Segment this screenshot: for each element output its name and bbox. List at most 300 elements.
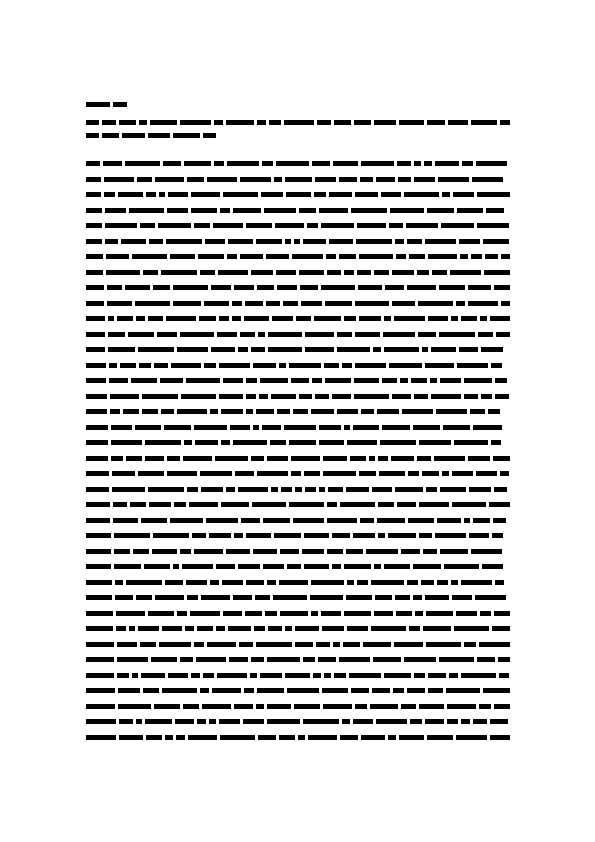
- text-word: [295, 642, 313, 647]
- text-word: [141, 673, 165, 678]
- text-word: [199, 316, 216, 321]
- text-word: [244, 688, 254, 693]
- text-word: [125, 161, 160, 166]
- text-word: [440, 378, 461, 383]
- text-word: [437, 580, 448, 585]
- text-word: [357, 580, 368, 585]
- text-word: [153, 285, 170, 290]
- text-word: [135, 301, 170, 306]
- text-word: [285, 626, 292, 631]
- text-word: [266, 254, 289, 259]
- text-word: [347, 626, 368, 631]
- text-line: [86, 575, 510, 591]
- text-word: [328, 487, 343, 492]
- text-word: [444, 564, 479, 569]
- text-word: [188, 735, 217, 740]
- text-word: [165, 735, 173, 740]
- text-word: [201, 487, 223, 492]
- text-word: [457, 208, 483, 213]
- text-word: [369, 456, 375, 461]
- text-word: [489, 502, 510, 507]
- text-word: [184, 440, 192, 445]
- text-word: [302, 549, 324, 554]
- text-word: [121, 239, 146, 244]
- text-word: [332, 564, 341, 569]
- text-word: [133, 549, 149, 554]
- text-word: [111, 456, 123, 461]
- text-word: [161, 409, 174, 414]
- text-word: [374, 611, 393, 616]
- text-word: [346, 487, 369, 492]
- text-word: [257, 285, 274, 290]
- text-word: [203, 673, 214, 678]
- text-word: [108, 332, 125, 337]
- text-word: [148, 133, 170, 138]
- text-word: [181, 394, 216, 399]
- text-word: [501, 301, 510, 306]
- text-word: [295, 626, 319, 631]
- text-word: [337, 409, 358, 414]
- text-word: [182, 564, 213, 569]
- text-word: [477, 223, 509, 228]
- text-word: [461, 316, 477, 321]
- text-word: [393, 688, 404, 693]
- text-word: [439, 332, 475, 337]
- text-word: [363, 642, 391, 647]
- text-word: [414, 673, 425, 678]
- text-word: [407, 239, 422, 244]
- text-word: [354, 378, 379, 383]
- text-word: [493, 518, 506, 523]
- text-word: [372, 487, 392, 492]
- text-word: [86, 580, 112, 585]
- text-word: [114, 533, 150, 538]
- text-line: [86, 358, 510, 374]
- text-word: [173, 285, 208, 290]
- text-word: [340, 735, 358, 740]
- text-word: [440, 487, 466, 492]
- text-word: [408, 518, 434, 523]
- text-word: [324, 363, 339, 368]
- text-word: [349, 673, 381, 678]
- text-word: [240, 254, 263, 259]
- text-word: [111, 440, 142, 445]
- text-word: [167, 208, 188, 213]
- text-word: [86, 657, 114, 662]
- text-word: [491, 440, 501, 445]
- text-word: [180, 332, 214, 337]
- text-word: [417, 456, 431, 461]
- text-word: [210, 580, 219, 585]
- text-word: [483, 688, 510, 693]
- text-word: [310, 595, 343, 600]
- text-word: [324, 673, 331, 678]
- text-word: [86, 595, 112, 600]
- text-word: [116, 611, 145, 616]
- text-word: [372, 688, 390, 693]
- text-word: [303, 239, 326, 244]
- text-word: [160, 378, 183, 383]
- text-word: [473, 518, 490, 523]
- text-word: [161, 270, 197, 275]
- text-word: [128, 332, 154, 337]
- text-word: [459, 347, 478, 352]
- text-word: [194, 223, 210, 228]
- text-word: [425, 363, 454, 368]
- text-word: [200, 270, 215, 275]
- text-word: [395, 239, 404, 244]
- text-word: [357, 223, 386, 228]
- text-word: [115, 580, 123, 585]
- text-word: [284, 120, 314, 125]
- text-word: [180, 549, 191, 554]
- text-word: [361, 161, 394, 166]
- text-word: [204, 301, 229, 306]
- text-word: [126, 580, 162, 585]
- text-word: [223, 611, 242, 616]
- text-word: [370, 704, 398, 709]
- text-word: [137, 177, 152, 182]
- text-word: [332, 533, 350, 538]
- text-word: [170, 254, 195, 259]
- text-word: [154, 704, 180, 709]
- text-word: [280, 611, 308, 616]
- text-word: [301, 301, 322, 306]
- text-line: [86, 265, 510, 281]
- text-line: [86, 451, 510, 467]
- text-word: [399, 120, 424, 125]
- text-word: [315, 177, 336, 182]
- text-word: [257, 471, 288, 476]
- text-word: [434, 456, 465, 461]
- text-word: [152, 549, 177, 554]
- text-word: [86, 549, 111, 554]
- text-word: [494, 487, 507, 492]
- text-word: [355, 363, 386, 368]
- text-word: [253, 425, 259, 430]
- text-word: [431, 394, 461, 399]
- text-word: [456, 301, 465, 306]
- text-word: [163, 161, 181, 166]
- text-word: [251, 456, 264, 461]
- text-word: [419, 502, 449, 507]
- text-word: [485, 254, 498, 259]
- text-line: [86, 420, 510, 436]
- text-word: [356, 239, 392, 244]
- text-word: [272, 316, 293, 321]
- text-word: [379, 471, 405, 476]
- text-word: [223, 192, 258, 197]
- text-word: [422, 347, 428, 352]
- text-word: [257, 688, 284, 693]
- text-word: [159, 192, 165, 197]
- text-word: [279, 735, 295, 740]
- text-word: [108, 347, 135, 352]
- text-word: [471, 254, 482, 259]
- text-word: [459, 239, 480, 244]
- text-word: [342, 363, 352, 368]
- text-word: [470, 409, 485, 414]
- text-word: [187, 177, 204, 182]
- text-word: [495, 580, 504, 585]
- text-word: [258, 735, 276, 740]
- text-word: [440, 549, 468, 554]
- text-word: [200, 471, 232, 476]
- text-word: [173, 301, 201, 306]
- text-word: [353, 425, 379, 430]
- text-word: [423, 626, 451, 631]
- text-word: [307, 223, 318, 228]
- text-word: [256, 239, 282, 244]
- text-word: [430, 378, 437, 383]
- text-word: [168, 673, 188, 678]
- text-word: [394, 642, 423, 647]
- text-word: [86, 161, 100, 166]
- text-word: [86, 611, 113, 616]
- text-word: [277, 285, 297, 290]
- text-word: [190, 611, 220, 616]
- text-word: [319, 440, 344, 445]
- text-word: [413, 595, 422, 600]
- text-word: [311, 611, 318, 616]
- text-word: [86, 239, 102, 244]
- text-word: [183, 456, 212, 461]
- text-word: [350, 456, 366, 461]
- text-word: [426, 611, 453, 616]
- text-word: [384, 673, 411, 678]
- text-word: [417, 270, 429, 275]
- text-word: [293, 409, 308, 414]
- text-word: [263, 564, 284, 569]
- text-line: [86, 513, 510, 529]
- text-word: [323, 471, 356, 476]
- text-word: [149, 239, 163, 244]
- text-word: [226, 120, 254, 125]
- text-word: [451, 580, 458, 585]
- text-word: [221, 502, 249, 507]
- text-word: [384, 564, 410, 569]
- text-word: [132, 254, 167, 259]
- text-word: [191, 208, 217, 213]
- text-word: [86, 502, 110, 507]
- text-word: [286, 192, 311, 197]
- text-word: [355, 704, 367, 709]
- text-word: [198, 254, 224, 259]
- text-word: [289, 502, 324, 507]
- text-word: [488, 409, 500, 414]
- text-word: [246, 580, 264, 585]
- text-word: [138, 471, 164, 476]
- text-word: [446, 688, 480, 693]
- text-word: [233, 595, 252, 600]
- text-word: [334, 120, 351, 125]
- text-word: [86, 456, 108, 461]
- text-word: [177, 347, 208, 352]
- text-word: [162, 688, 197, 693]
- text-word: [332, 394, 351, 399]
- text-word: [118, 704, 151, 709]
- text-word: [315, 394, 329, 399]
- text-word: [441, 223, 474, 228]
- text-word: [454, 626, 489, 631]
- text-word: [460, 254, 468, 259]
- text-word: [399, 735, 424, 740]
- text-word: [334, 673, 346, 678]
- text-word: [378, 533, 385, 538]
- text-word: [201, 595, 230, 600]
- text-word: [277, 409, 290, 414]
- text-word: [355, 332, 380, 337]
- text-word: [171, 363, 201, 368]
- text-word: [384, 347, 419, 352]
- text-word: [291, 456, 320, 461]
- text-word: [186, 378, 220, 383]
- text-word: [219, 316, 229, 321]
- text-word: [202, 704, 231, 709]
- text-word: [314, 316, 341, 321]
- text-word: [149, 502, 171, 507]
- text-word: [323, 456, 347, 461]
- text-word: [449, 673, 458, 678]
- text-word: [86, 409, 107, 414]
- text-word: [305, 487, 316, 492]
- text-word: [243, 719, 264, 724]
- text-word: [462, 161, 473, 166]
- text-word: [226, 487, 235, 492]
- text-word: [401, 549, 420, 554]
- text-word: [382, 425, 410, 430]
- text-word: [421, 580, 434, 585]
- text-word: [483, 239, 509, 244]
- text-word: [113, 502, 127, 507]
- text-word: [136, 719, 142, 724]
- text-word: [486, 208, 504, 213]
- text-word: [294, 704, 320, 709]
- text-word: [426, 487, 437, 492]
- text-word: [187, 487, 198, 492]
- text-word: [268, 347, 302, 352]
- text-word: [464, 378, 492, 383]
- text-word: [142, 394, 178, 399]
- text-word: [164, 425, 191, 430]
- text-word: [371, 580, 404, 585]
- text-word: [155, 595, 184, 600]
- text-word: [414, 161, 421, 166]
- text-word: [267, 580, 276, 585]
- text-word: [480, 316, 487, 321]
- text-word: [432, 270, 447, 275]
- text-word: [316, 642, 330, 647]
- text-word: [414, 177, 435, 182]
- text-word: [292, 254, 323, 259]
- text-word: [411, 378, 427, 383]
- text-word: [86, 192, 101, 197]
- text-word: [86, 208, 102, 213]
- text-word: [322, 626, 344, 631]
- text-word: [438, 177, 469, 182]
- text-word: [176, 735, 185, 740]
- text-word: [319, 208, 348, 213]
- text-word: [209, 719, 216, 724]
- text-word: [321, 611, 341, 616]
- text-word: [159, 642, 191, 647]
- text-word: [180, 657, 193, 662]
- text-word: [258, 332, 265, 337]
- text-word: [197, 719, 206, 724]
- text-line: [86, 311, 510, 327]
- text-word: [392, 270, 414, 275]
- text-word: [245, 301, 263, 306]
- text-line: [86, 590, 510, 606]
- text-word: [104, 192, 115, 197]
- text-word: [116, 626, 126, 631]
- text-word: [267, 704, 291, 709]
- text-word: [323, 704, 352, 709]
- text-word: [287, 564, 301, 569]
- text-word: [359, 316, 381, 321]
- text-word: [495, 378, 507, 383]
- text-word: [428, 254, 457, 259]
- text-word: [294, 239, 300, 244]
- text-word: [235, 471, 254, 476]
- text-word: [383, 332, 415, 337]
- text-word: [86, 564, 111, 569]
- text-word: [274, 533, 301, 538]
- text-word: [476, 161, 507, 166]
- text-word: [359, 471, 376, 476]
- text-word: [344, 270, 354, 275]
- text-word: [305, 347, 334, 352]
- text-word: [415, 611, 423, 616]
- text-word: [105, 208, 126, 213]
- text-word: [227, 161, 259, 166]
- text-line: [86, 497, 510, 513]
- text-word: [196, 657, 226, 662]
- text-word: [501, 254, 510, 259]
- text-word: [313, 673, 321, 678]
- text-word: [329, 192, 352, 197]
- text-word: [382, 378, 397, 383]
- text-line: [86, 172, 510, 188]
- text-word: [148, 611, 174, 616]
- text-word: [355, 301, 389, 306]
- text-word: [266, 301, 280, 306]
- text-word: [167, 456, 180, 461]
- text-word: [490, 735, 510, 740]
- text-word: [238, 487, 268, 492]
- text-word: [380, 440, 416, 445]
- text-word: [86, 363, 106, 368]
- text-word: [404, 657, 436, 662]
- text-word: [216, 564, 235, 569]
- text-word: [424, 161, 432, 166]
- text-word: [359, 254, 393, 259]
- text-word: [298, 735, 305, 740]
- text-word: [112, 471, 135, 476]
- text-word: [110, 394, 139, 399]
- text-word: [86, 735, 116, 740]
- text-word: [155, 177, 184, 182]
- text-word: [103, 161, 122, 166]
- text-word: [168, 192, 188, 197]
- text-word: [187, 595, 198, 600]
- text-word: [494, 704, 510, 709]
- text-line: [86, 652, 510, 668]
- text-word: [214, 161, 224, 166]
- text-word: [86, 394, 107, 399]
- text-word: [305, 332, 334, 337]
- text-word: [105, 239, 118, 244]
